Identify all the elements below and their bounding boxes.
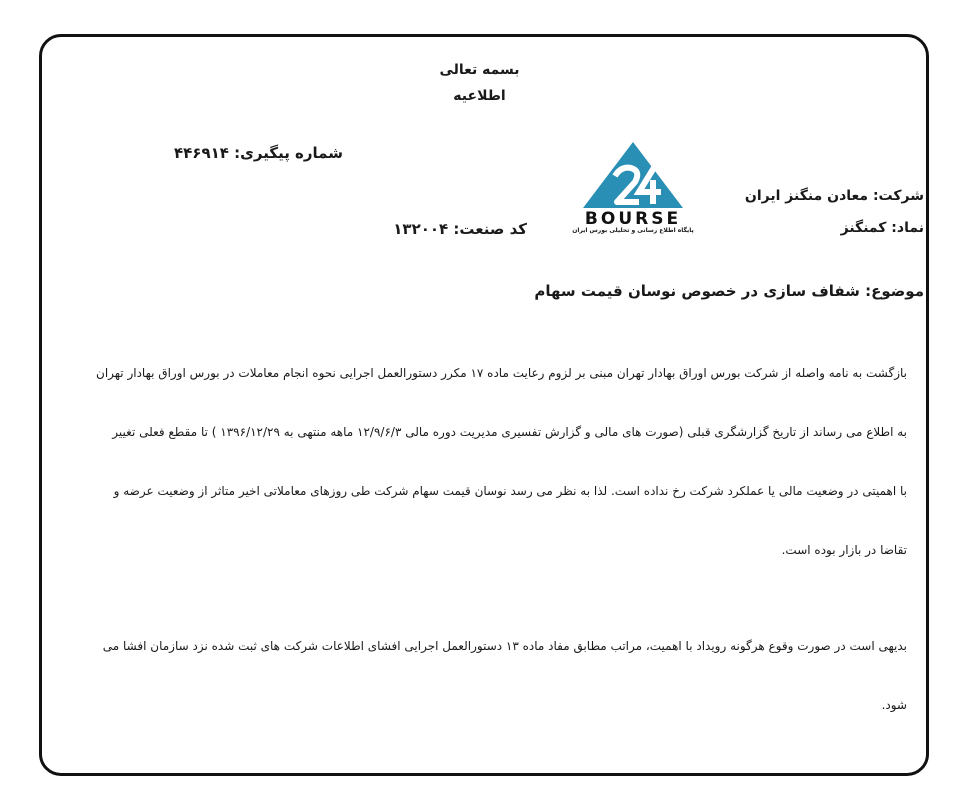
paragraph-line: شود. — [881, 698, 907, 712]
ticker-symbol: نماد: کمنگنز — [840, 220, 924, 236]
paragraph-line: با اهمیتی در وضعیت مالی یا عملکرد شرکت رخ نداده است. لذا به نظر می رسد نوسان قیمت سهام شرکت طی روزهای معاملاتی اخیر متاثر از وضعیت عرضه و — [113, 484, 907, 498]
paragraph-line: تقاضا در بازار بوده است. — [781, 543, 907, 557]
paragraph-line: به اطلاع می رساند از تاریخ گزارشگری قبلی (صورت های مالی و گزارش تفسیری مدیریت دوره مالی ۱۲/۹/۶/۳ ماهه منتهی به ۱۳۹۶/۱۲/۲۹ ) تا مقطع فعلی تغییر — [112, 425, 907, 439]
subject-line: موضوع: شفاف سازی در خصوص نوسان قیمت سهام — [534, 282, 924, 300]
logo-wordmark: BOURSE — [584, 209, 682, 229]
bourse-logo — [563, 140, 703, 240]
company-name: شرکت: معادن منگنز ایران — [744, 188, 924, 204]
header-announcement: اطلاعیه — [453, 88, 506, 104]
paragraph-line: بدیهی است در صورت وقوع هرگونه رویداد با اهمیت، مراتب مطابق مفاد ماده ۱۳ دستورالعمل اجرایی افشای اطلاعات شرکت های ثبت شده نزد سازمان افشا می — [102, 639, 907, 653]
tracking-number: شماره پیگیری: ۴۴۶۹۱۴ — [174, 144, 343, 162]
logo-caption: پایگاه اطلاع رسانی و تحلیلی بورس ایران — [572, 227, 694, 234]
body-paragraph-1 — [77, 344, 907, 580]
header-bismillah: بسمه تعالی — [439, 62, 520, 78]
body-paragraph-2 — [77, 617, 907, 735]
industry-code: کد صنعت: ۱۳۲۰۰۴ — [393, 220, 527, 238]
paragraph-line: بازگشت به نامه واصله از شرکت بورس اوراق بهادار تهران مبنی بر لزوم رعایت ماده ۱۷ مکرر دستورالعمل اجرایی نحوه انجام معاملات در بورس اوراق بهادار تهران — [96, 366, 907, 380]
